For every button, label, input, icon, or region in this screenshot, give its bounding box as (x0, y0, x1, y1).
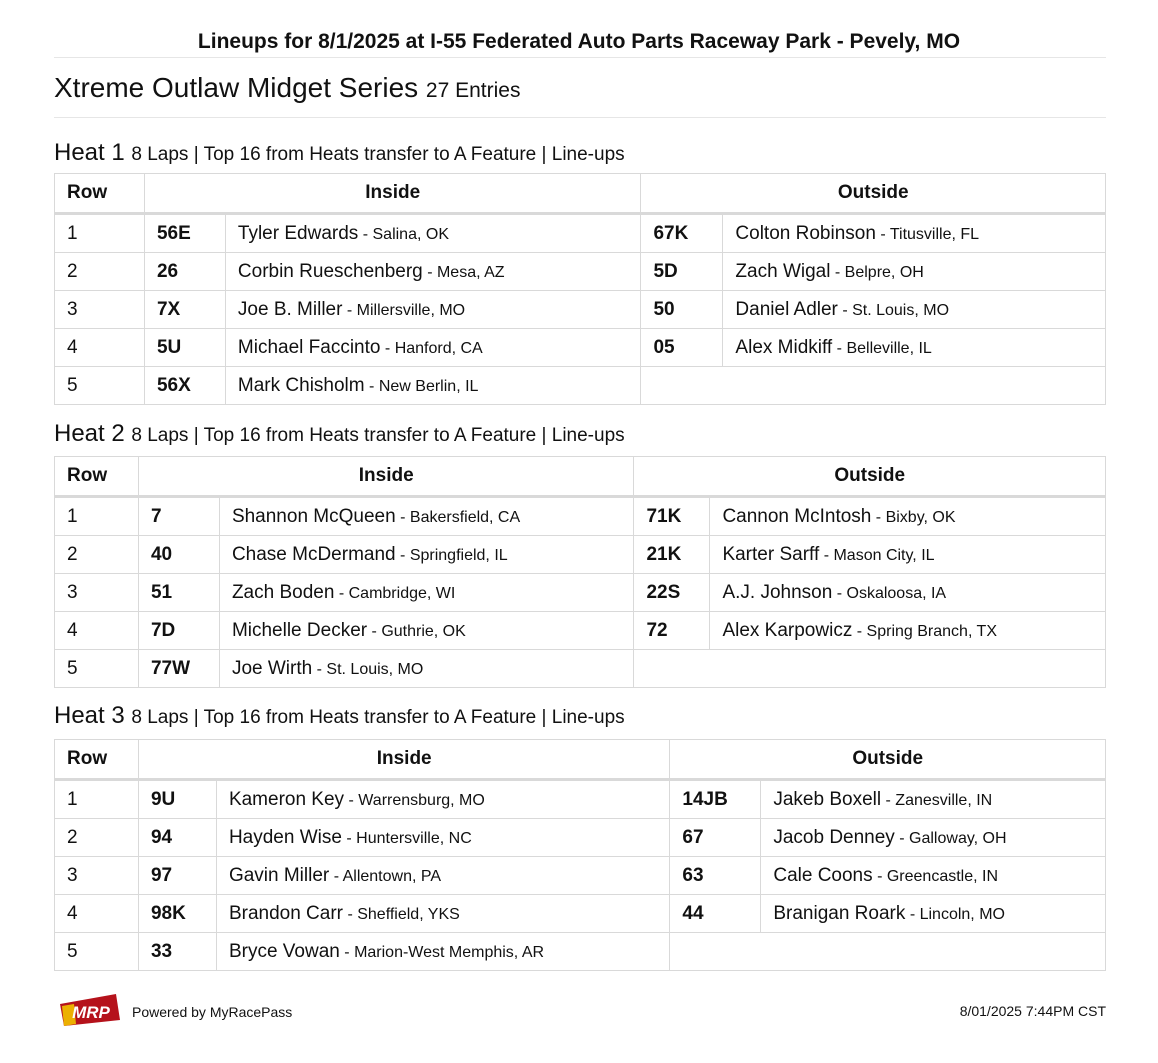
heat-3-heading (54, 702, 625, 730)
table-row (55, 819, 1106, 857)
heat-3-table (54, 739, 1106, 971)
outside-column-header: Outside (641, 174, 1106, 214)
car-number: 5D (641, 253, 723, 291)
car-number: 63 (670, 857, 761, 895)
row-number: 3 (55, 574, 139, 612)
table-row (55, 536, 1106, 574)
driver-name: A.J. Johnson (722, 581, 833, 603)
driver-name: Jacob Denney (773, 826, 895, 848)
driver-hometown: - St. Louis, MO (837, 301, 950, 319)
driver-hometown: - Springfield, IL (395, 546, 508, 564)
driver-hometown: - Spring Branch, TX (852, 622, 997, 640)
table-row (55, 367, 1106, 405)
car-number: 33 (138, 933, 216, 971)
driver-hometown: - Marion-West Memphis, AR (339, 943, 545, 961)
driver-cell (723, 329, 1106, 367)
table-row (55, 329, 1106, 367)
car-number: 56X (144, 367, 225, 405)
row-column-header: Row (55, 740, 139, 780)
table-row (55, 612, 1106, 650)
car-number: 94 (138, 819, 216, 857)
table-row (55, 857, 1106, 895)
driver-hometown: - Belleville, IL (832, 339, 932, 357)
driver-cell (225, 329, 641, 367)
driver-name: Joe B. Miller (237, 298, 343, 320)
page-title: Lineups for 8/1/2025 at I-55 Federated Auto Parts Raceway Park - Pevely, MO (197, 30, 961, 53)
row-number: 4 (55, 895, 139, 933)
table-row (55, 933, 1106, 971)
driver-name: Michelle Decker (231, 619, 368, 641)
inside-column-header: Inside (138, 457, 634, 497)
driver-cell (710, 536, 1106, 574)
series-name: Xtreme Outlaw Midget Series (54, 72, 419, 103)
driver-hometown: - Greencastle, IN (872, 867, 998, 885)
logo-text: MRP (72, 1003, 110, 1022)
car-number: 21K (634, 536, 710, 574)
driver-hometown: - Sheffield, YKS (343, 905, 460, 923)
table-row (55, 253, 1106, 291)
driver-hometown: - Bakersfield, CA (395, 508, 521, 526)
myracepass-logo-icon (58, 990, 122, 1028)
driver-name: Daniel Adler (735, 298, 838, 320)
inside-column-header: Inside (138, 740, 669, 780)
driver-name: Branigan Roark (773, 902, 906, 924)
driver-name: Cale Coons (773, 864, 873, 886)
driver-name: Gavin Miller (228, 864, 330, 886)
outside-column-header: Outside (634, 457, 1106, 497)
row-number: 4 (55, 612, 139, 650)
car-number: 22S (634, 574, 710, 612)
driver-cell (216, 933, 669, 971)
driver-hometown: - Allentown, PA (329, 867, 442, 885)
row-number: 1 (55, 780, 139, 819)
car-number: 26 (144, 253, 225, 291)
inside-column-header: Inside (144, 174, 641, 214)
car-number: 97 (138, 857, 216, 895)
driver-hometown: - Zanesville, IN (881, 791, 993, 809)
driver-name: Alex Karpowicz (722, 619, 853, 641)
driver-cell (216, 780, 669, 819)
table-row (55, 214, 1106, 253)
powered-by: Powered by MyRacePass (132, 1004, 293, 1020)
generated-timestamp: 8/01/2025 7:44PM CST (959, 1003, 1106, 1019)
driver-name: Colton Robinson (735, 222, 876, 244)
driver-cell (216, 857, 669, 895)
driver-name: Kameron Key (228, 788, 345, 810)
heat-1-heading (54, 139, 625, 167)
driver-hometown: - Galloway, OH (894, 829, 1007, 847)
heat-2-heading (54, 420, 625, 448)
car-number: 51 (138, 574, 219, 612)
driver-hometown: - Oskaloosa, IA (832, 584, 947, 602)
driver-name: Jakeb Boxell (773, 788, 882, 810)
title-divider (54, 57, 1106, 58)
series-heading (54, 72, 520, 104)
car-number: 44 (670, 895, 761, 933)
driver-cell (216, 819, 669, 857)
driver-hometown: - Hanford, CA (380, 339, 483, 357)
car-number: 72 (634, 612, 710, 650)
heat-details: 8 Laps | Top 16 from Heats transfer to A Feature | Line-ups (131, 425, 625, 446)
driver-hometown: - Salina, OK (358, 225, 449, 243)
car-number: 5U (144, 329, 225, 367)
row-column-header: Row (55, 174, 145, 214)
row-number: 5 (55, 650, 139, 688)
driver-hometown: - Mesa, AZ (422, 263, 505, 281)
driver-cell (225, 253, 641, 291)
driver-cell (219, 650, 634, 688)
driver-cell (761, 819, 1106, 857)
driver-name: Alex Midkiff (735, 336, 833, 358)
driver-hometown: - Lincoln, MO (905, 905, 1005, 923)
car-number: 71K (634, 497, 710, 536)
heat-details: 8 Laps | Top 16 from Heats transfer to A Feature | Line-ups (131, 144, 625, 165)
car-number: 7 (138, 497, 219, 536)
empty-cell (641, 367, 1106, 405)
car-number: 7D (138, 612, 219, 650)
driver-hometown: - Bixby, OK (871, 508, 956, 526)
car-number: 9U (138, 780, 216, 819)
driver-name: Zach Wigal (735, 260, 831, 282)
driver-name: Chase McDermand (231, 543, 396, 565)
row-number: 2 (55, 253, 145, 291)
driver-hometown: - Millersville, MO (342, 301, 466, 319)
driver-name: Bryce Vowan (228, 940, 340, 962)
car-number: 50 (641, 291, 723, 329)
row-number: 1 (55, 497, 139, 536)
row-number: 2 (55, 819, 139, 857)
driver-cell (761, 857, 1106, 895)
car-number: 98K (138, 895, 216, 933)
driver-cell (710, 574, 1106, 612)
driver-name: Brandon Carr (228, 902, 343, 924)
table-row (55, 574, 1106, 612)
row-number: 3 (55, 291, 145, 329)
car-number: 40 (138, 536, 219, 574)
car-number: 67K (641, 214, 723, 253)
driver-name: Tyler Edwards (237, 222, 359, 244)
driver-name: Cannon McIntosh (722, 505, 872, 527)
driver-hometown: - Huntersville, NC (341, 829, 472, 847)
row-number: 1 (55, 214, 145, 253)
driver-name: Karter Sarff (722, 543, 820, 565)
heat-name: Heat 1 (54, 139, 125, 166)
entry-count: 27 Entries (425, 79, 521, 102)
row-number: 5 (55, 367, 145, 405)
empty-cell (634, 650, 1106, 688)
driver-cell (216, 895, 669, 933)
car-number: 7X (144, 291, 225, 329)
heat-name: Heat 2 (54, 420, 125, 447)
driver-name: Mark Chisholm (237, 374, 365, 396)
driver-hometown: - Guthrie, OK (367, 622, 466, 640)
driver-hometown: - Cambridge, WI (334, 584, 456, 602)
driver-hometown: - St. Louis, MO (312, 660, 424, 678)
empty-cell (670, 933, 1106, 971)
driver-name: Joe Wirth (231, 657, 313, 679)
series-divider (54, 117, 1106, 118)
car-number: 05 (641, 329, 723, 367)
heat-details: 8 Laps | Top 16 from Heats transfer to A Feature | Line-ups (131, 707, 625, 728)
driver-cell (710, 497, 1106, 536)
car-number: 56E (144, 214, 225, 253)
driver-cell (225, 291, 641, 329)
driver-hometown: - Mason City, IL (819, 546, 935, 564)
driver-cell (225, 214, 641, 253)
row-column-header: Row (55, 457, 139, 497)
driver-cell (225, 367, 641, 405)
driver-name: Zach Boden (231, 581, 335, 603)
driver-cell (710, 612, 1106, 650)
table-row (55, 291, 1106, 329)
heat-name: Heat 3 (54, 702, 125, 729)
row-number: 4 (55, 329, 145, 367)
table-row (55, 780, 1106, 819)
driver-name: Hayden Wise (228, 826, 342, 848)
driver-cell (219, 536, 634, 574)
driver-cell (761, 780, 1106, 819)
driver-hometown: - New Berlin, IL (364, 377, 479, 395)
driver-name: Michael Faccinto (237, 336, 381, 358)
table-row (55, 895, 1106, 933)
driver-cell (219, 574, 634, 612)
row-number: 2 (55, 536, 139, 574)
driver-cell (723, 214, 1106, 253)
heat-1-table (54, 173, 1106, 405)
driver-hometown: - Titusville, FL (875, 225, 980, 243)
driver-name: Shannon McQueen (231, 505, 396, 527)
driver-cell (219, 612, 634, 650)
table-row (55, 650, 1106, 688)
driver-hometown: - Belpre, OH (830, 263, 924, 281)
table-row (55, 497, 1106, 536)
driver-hometown: - Warrensburg, MO (344, 791, 485, 809)
driver-cell (723, 253, 1106, 291)
row-number: 5 (55, 933, 139, 971)
car-number: 77W (138, 650, 219, 688)
heat-2-table (54, 456, 1106, 688)
driver-cell (219, 497, 634, 536)
car-number: 14JB (670, 780, 761, 819)
car-number: 67 (670, 819, 761, 857)
driver-cell (723, 291, 1106, 329)
driver-cell (761, 895, 1106, 933)
row-number: 3 (55, 857, 139, 895)
outside-column-header: Outside (670, 740, 1106, 780)
driver-name: Corbin Rueschenberg (237, 260, 423, 282)
